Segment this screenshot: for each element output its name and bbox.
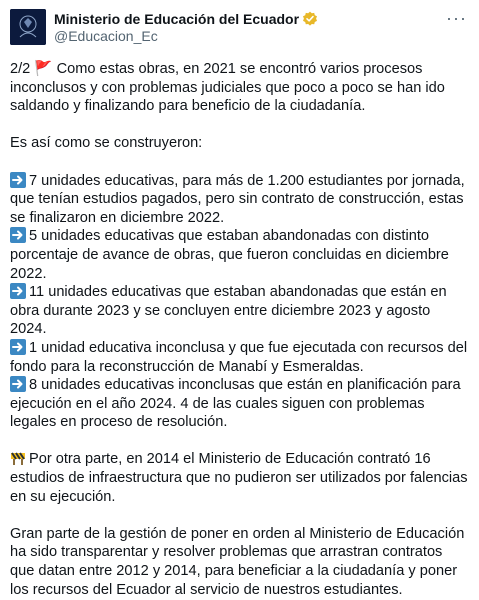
more-options-icon[interactable]: ···	[446, 8, 467, 28]
display-name[interactable]: Ministerio de Educación del Ecuador	[54, 11, 300, 27]
right-arrow-icon	[10, 227, 26, 243]
list-item	[10, 172, 470, 228]
post-other-text: Por otra parte, en 2014 el Ministerio de Educación contrató 16 estudios de infraestructura que no pudieron ser utilizados por falencias en su ejecución.	[10, 451, 468, 505]
list-item-text: 7 unidades educativas, para más de 1.200 estudiantes por jornada, que tenían estudios pagados, pero sin contrato de construcción, estas se finalizaron en diciembre 2022.	[10, 172, 465, 226]
account-handle[interactable]: @Educacion_Ec	[54, 28, 158, 44]
name-row	[54, 10, 318, 28]
post-lead: Es así como se construyeron:	[10, 135, 203, 152]
post-intro: 2/2 🚩 Como estas obras, en 2021 se encontró varios procesos inconclusos y con problemas judiciales que poco a poco se han ido saldando y finalizando para beneficio de la ciudadanía.	[10, 61, 445, 115]
list-item-text: 5 unidades educativas que estaban abandonadas con distinto porcentaje de avance de obras, que fueron concluidas en diciembre 2022.	[10, 228, 449, 282]
account-avatar[interactable]	[10, 9, 46, 45]
list-item	[10, 283, 470, 339]
list-item-text: 8 unidades educativas inconclusas que están en planificación para ejecución en el año 2024. 4 de las cuales siguen con problemas legales en proceso de resolución.	[10, 377, 461, 431]
list-item-text: 1 unidad educativa inconclusa y que fue ejecutada con recursos del fondo para la reconstrucción de Manabí y Esmeraldas.	[10, 339, 468, 375]
list-item-text: 11 unidades educativas que estaban abandonadas que están en obra durante 2023 y se concluyen entre diciembre 2023 y agosto 2024.	[10, 284, 447, 338]
verified-badge-icon	[302, 11, 318, 27]
post-closing: Gran parte de la gestión de poner en orden al Ministerio de Educación ha sido transparentar y resolver problemas que arrastran contratos que datan entre 2012 y 2014, para beneficiar a la ciudadanía y poner los recursos del Ecuador al servicio de nuestros estudiantes.	[10, 525, 465, 598]
right-arrow-icon	[10, 283, 26, 299]
right-arrow-icon	[10, 339, 26, 355]
post-header	[10, 9, 469, 45]
right-arrow-icon	[10, 376, 26, 392]
right-arrow-icon	[10, 172, 26, 188]
post-body	[10, 60, 470, 599]
list-item	[10, 376, 470, 432]
post-other-note	[10, 450, 470, 506]
construction-icon	[10, 450, 26, 466]
list-item	[10, 339, 470, 376]
list-item	[10, 227, 470, 283]
